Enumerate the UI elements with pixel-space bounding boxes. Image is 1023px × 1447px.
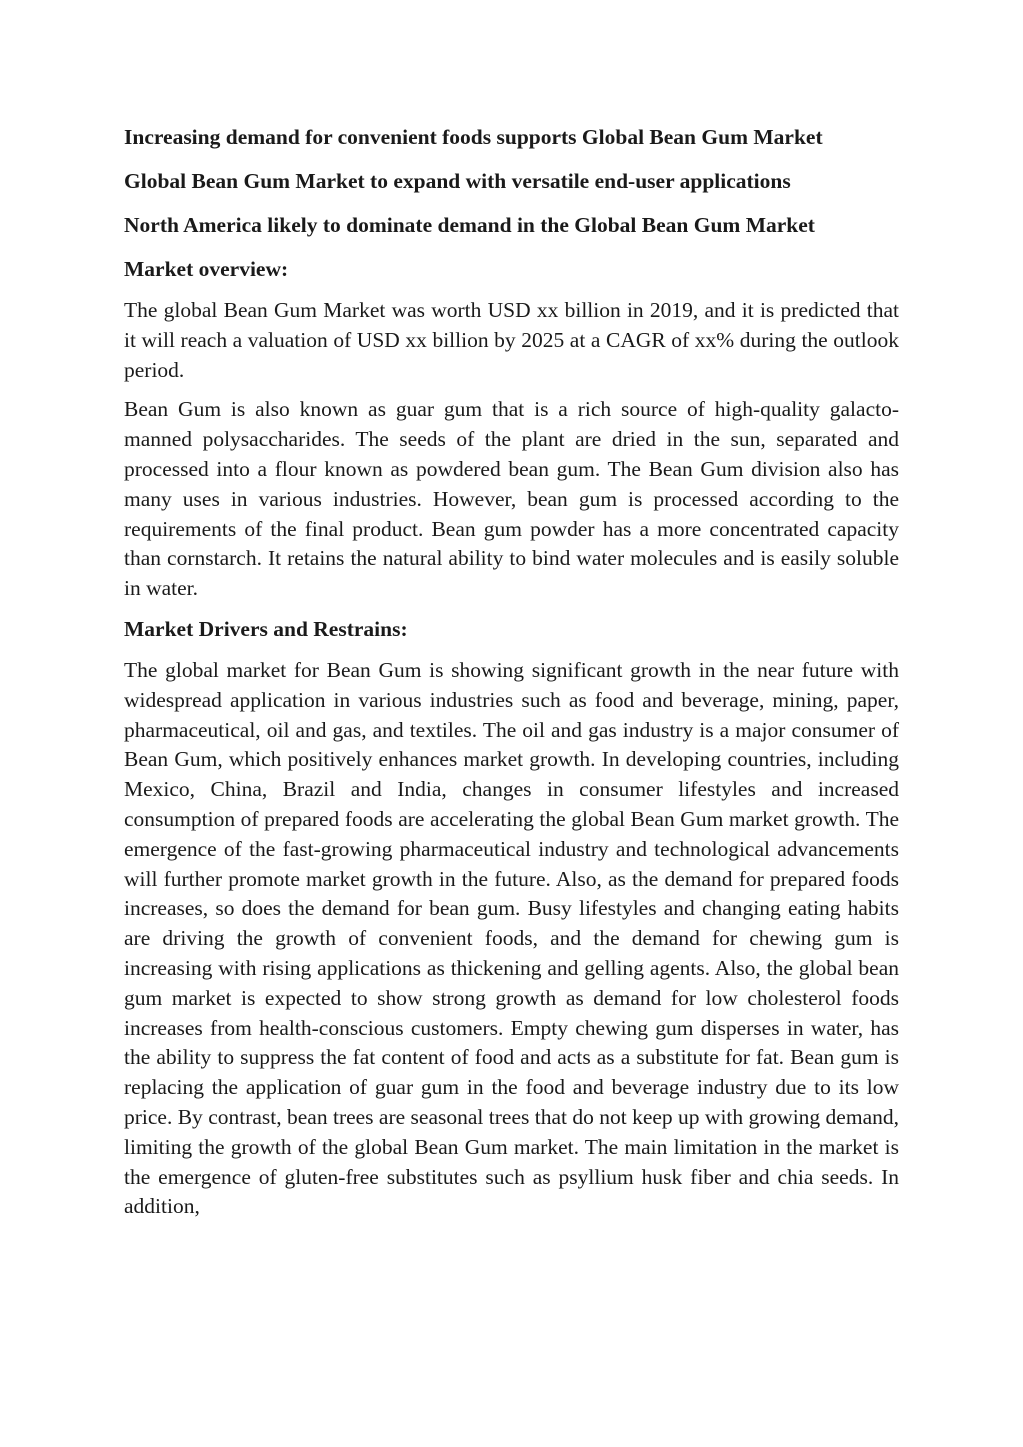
headline-1: Increasing demand for convenient foods supports Global Bean Gum Market	[124, 125, 823, 149]
document-page	[124, 122, 899, 1232]
overview-paragraph-1: The global Bean Gum Market was worth USD xx billion in 2019, and it is predicted that it will reach a valuation of USD xx billion by 2025 at a CAGR of xx% during the outlook period.	[124, 298, 899, 382]
drivers-paragraph-1: The global market for Bean Gum is showing significant growth in the near future with widespread application in various industries such as food and beverage, mining, paper, pharmaceutical, oil and gas, and textiles. The oil and gas industry is a major consumer of Bean Gum, which positively enhances market growth. In developing countries, including Mexico, China, Brazil and India, changes in consumer lifestyles and increased consumption of prepared foods are accelerating the global Bean Gum market growth. The emergence of the fast-growing pharmaceutical industry and technological advancements will further promote market growth in the future. Also, as the demand for prepared foods increases, so does the demand for bean gum. Busy lifestyles and changing eating habits are driving the growth of convenient foods, and the demand for chewing gum is increasing with rising applications as thickening and gelling agents. Also, the global bean gum market is expected to show strong growth as demand for low cholesterol foods increases from health-conscious customers. Empty chewing gum disperses in water, has the ability to suppress the fat content of food and acts as a substitute for fat. Bean gum is replacing the application of guar gum in the food and beverage industry due to its low price. By contrast, bean trees are seasonal trees that do not keep up with growing demand, limiting the growth of the global Bean Gum market. The main limitation in the market is the emergence of gluten-free substitutes such as psyllium husk fiber and chia seeds. In addition,	[124, 657, 899, 1219]
headline-3: North America likely to dominate demand in the Global Bean Gum Market	[124, 213, 815, 237]
overview-paragraph-2: Bean Gum is also known as guar gum that is a rich source of high-quality galacto-manned polysaccharides. The seeds of the plant are dried in the sun, separated and processed into a flour known as powdered bean gum. The Bean Gum division also has many uses in various industries. However, bean gum is processed according to the requirements of the final product. Bean gum powder has a more concentrated capacity than cornstarch. It retains the natural ability to bind water molecules and is easily soluble in water.	[124, 397, 899, 601]
section-title-overview: Market overview:	[124, 257, 289, 281]
headline-2: Global Bean Gum Market to expand with versatile end-user applications	[124, 169, 791, 193]
section-title-drivers: Market Drivers and Restrains:	[124, 616, 408, 641]
